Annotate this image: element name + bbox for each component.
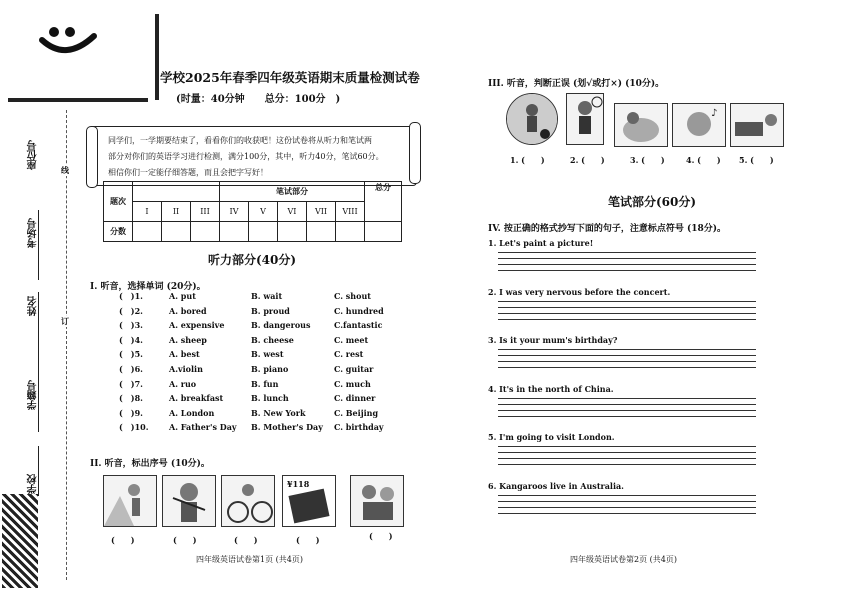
score-row-label: 分数 bbox=[104, 222, 133, 242]
q1-number[interactable]: ( )7. bbox=[119, 378, 143, 389]
name-label: 姓名 bbox=[28, 296, 39, 316]
intro-line-3: 相信你们一定能仔细答题，而且会把字写好！ bbox=[108, 168, 268, 177]
col-VIII: VIII bbox=[336, 202, 365, 222]
writing-line[interactable] bbox=[498, 404, 756, 405]
score-cell[interactable] bbox=[278, 222, 307, 242]
q1-option-b: B. lunch bbox=[251, 393, 289, 404]
q3-picture-2 bbox=[566, 93, 604, 145]
q3-picture-5 bbox=[730, 103, 784, 147]
writing-line[interactable] bbox=[498, 501, 756, 502]
q3-picture-3 bbox=[614, 103, 668, 147]
q3-answer-blank[interactable]: 4. ( ) bbox=[686, 155, 721, 165]
q1-option-b: B. dangerous bbox=[251, 320, 311, 331]
q1-option-a: A.violin bbox=[169, 364, 203, 374]
q1-number[interactable]: ( )10. bbox=[119, 422, 149, 433]
q2-answer-blank[interactable]: ( ) bbox=[369, 531, 393, 541]
writing-line[interactable] bbox=[498, 349, 756, 350]
q1-option-a: A. ruo bbox=[169, 378, 197, 389]
q3-answer-blank[interactable]: 5. ( ) bbox=[739, 155, 774, 165]
q1-title: I. 听音，选择单词 (20分)。 bbox=[90, 282, 206, 292]
q1-number[interactable]: ( )3. bbox=[119, 320, 143, 331]
written-heading: 笔试部分(60分) bbox=[608, 195, 697, 209]
q1-option-a: A. best bbox=[169, 349, 200, 360]
total-header: 总分 bbox=[365, 182, 402, 222]
q1-option-b: B. New York bbox=[251, 407, 306, 418]
q1-option-c: C. hundred bbox=[334, 305, 384, 316]
q1-option-a: A. London bbox=[169, 407, 215, 418]
student-id-label: 学籍号 bbox=[28, 380, 39, 410]
q4-sentence: 2. I was very nervous before the concert. bbox=[488, 286, 671, 297]
cut-line-mark: 线 bbox=[61, 165, 69, 175]
intro-line-1: 同学们，一学期要结束了，看看你们的收获吧！这份试卷将从听力和笔试两 bbox=[108, 136, 372, 145]
scroll-roll-right bbox=[409, 122, 421, 184]
q1-option-c: C. Beijing bbox=[334, 407, 379, 418]
q1-option-c: C.fantastic bbox=[334, 320, 383, 331]
page1-footer: 四年级英语试卷第1页 (共4页) bbox=[196, 555, 303, 564]
q4-title: IV. 按正确的格式抄写下面的句子，注意标点符号 (18分)。 bbox=[488, 224, 727, 234]
seal-line-mark: 订 bbox=[61, 316, 69, 326]
q2-answer-blank[interactable]: ( ) bbox=[234, 535, 258, 545]
q2-picture-2 bbox=[162, 475, 216, 527]
writing-line[interactable] bbox=[498, 446, 756, 447]
writing-line[interactable] bbox=[498, 319, 756, 320]
writing-line[interactable] bbox=[498, 513, 756, 514]
writing-line[interactable] bbox=[498, 355, 756, 356]
q1-number[interactable]: ( )2. bbox=[119, 305, 143, 316]
writing-line[interactable] bbox=[498, 307, 756, 308]
q2-picture-3 bbox=[221, 475, 275, 527]
q3-picture-1 bbox=[506, 93, 558, 145]
q3-answer-blank[interactable]: 1. ( ) bbox=[510, 155, 545, 165]
smiley-logo-icon bbox=[36, 22, 106, 64]
writing-line[interactable] bbox=[498, 270, 756, 271]
writing-line[interactable] bbox=[498, 264, 756, 265]
q4-sentence: 3. Is it your mum's birthday? bbox=[488, 335, 618, 345]
scroll-roll-left bbox=[86, 126, 98, 188]
col-IV: IV bbox=[220, 202, 249, 222]
q2-answer-blank[interactable]: ( ) bbox=[296, 535, 320, 545]
q1-option-a: A. bored bbox=[169, 305, 207, 316]
writing-line[interactable] bbox=[498, 361, 756, 362]
q1-number[interactable]: ( )1. bbox=[119, 291, 143, 301]
svg-text:♪: ♪ bbox=[711, 108, 718, 119]
writing-line[interactable] bbox=[498, 507, 756, 508]
writing-line[interactable] bbox=[498, 301, 756, 302]
q1-option-a: A. breakfast bbox=[169, 393, 224, 404]
q1-number[interactable]: ( )8. bbox=[119, 393, 143, 404]
q2-answer-blank[interactable]: ( ) bbox=[111, 535, 135, 545]
q4-sentence: 1. Let's paint a picture! bbox=[488, 238, 594, 248]
writing-line[interactable] bbox=[498, 416, 756, 417]
total-score-cell[interactable] bbox=[365, 222, 402, 242]
score-table bbox=[103, 181, 402, 242]
writing-line[interactable] bbox=[498, 458, 756, 459]
cut-line bbox=[66, 110, 67, 580]
exam-room-label: 考场号 bbox=[28, 218, 39, 248]
q1-option-b: B. Mother's Day bbox=[251, 422, 323, 433]
q1-option-a: A. sheep bbox=[169, 334, 207, 345]
time-score-info: (时量：40分钟 总分：100分 ) bbox=[176, 94, 341, 105]
q1-option-b: B. wait bbox=[251, 291, 283, 301]
col-I: I bbox=[133, 202, 162, 222]
col-V: V bbox=[249, 202, 278, 222]
q4-sentence: 4. It's in the north of China. bbox=[488, 383, 614, 394]
exam-title: 学校2025年春季四年级英语期末质量检测试卷 bbox=[160, 70, 420, 85]
q2-picture-1 bbox=[103, 475, 157, 527]
q1-number[interactable]: ( )9. bbox=[119, 407, 143, 418]
q3-answer-blank[interactable]: 2. ( ) bbox=[570, 155, 605, 165]
score-cell[interactable] bbox=[336, 222, 365, 242]
q4-sentence: 5. I'm going to visit London. bbox=[488, 432, 615, 442]
score-cell[interactable] bbox=[249, 222, 278, 242]
q1-option-c: C. birthday bbox=[334, 422, 384, 433]
writing-line[interactable] bbox=[498, 495, 756, 496]
q1-option-c: C. rest bbox=[334, 349, 364, 360]
listening-heading: 听力部分(40分) bbox=[208, 253, 297, 267]
writing-line[interactable] bbox=[498, 252, 756, 253]
q1-option-c: C. shout bbox=[334, 291, 371, 301]
q3-picture-4 bbox=[672, 103, 726, 147]
q2-picture-5 bbox=[350, 475, 404, 527]
binding-border-corner bbox=[155, 14, 159, 100]
q1-option-c: C. much bbox=[334, 378, 371, 389]
q1-option-b: B. fun bbox=[251, 378, 279, 389]
q1-number[interactable]: ( )4. bbox=[119, 334, 143, 345]
item-header: 题次 bbox=[104, 182, 133, 222]
writing-line[interactable] bbox=[498, 464, 756, 465]
q1-option-a: A. put bbox=[169, 291, 196, 301]
writing-line[interactable] bbox=[498, 410, 756, 411]
price-tag: ¥118 bbox=[287, 479, 310, 489]
writing-line[interactable] bbox=[498, 313, 756, 314]
seat-label: 座位号 bbox=[28, 140, 39, 170]
score-cell[interactable] bbox=[307, 222, 336, 242]
q1-option-a: A. Father's Day bbox=[169, 422, 237, 433]
writing-line[interactable] bbox=[498, 367, 756, 368]
q3-answer-blank[interactable]: 3. ( ) bbox=[630, 155, 665, 165]
q1-option-c: C. meet bbox=[334, 334, 369, 345]
q1-option-b: B. west bbox=[251, 349, 284, 360]
q2-title: II. 听音，标出序号 (10分)。 bbox=[90, 459, 210, 469]
q3-title: III. 听音，判断正误 (划√或打×) (10分)。 bbox=[488, 79, 665, 89]
score-cell[interactable] bbox=[220, 222, 249, 242]
q1-option-b: B. piano bbox=[251, 364, 289, 374]
col-II: II bbox=[162, 202, 191, 222]
q1-option-b: B. proud bbox=[251, 305, 290, 316]
col-VI: VI bbox=[278, 202, 307, 222]
school-label: 学校 bbox=[28, 474, 39, 494]
q2-picture-4 bbox=[282, 475, 336, 527]
score-cell[interactable] bbox=[191, 222, 220, 242]
writing-line[interactable] bbox=[498, 258, 756, 259]
q1-option-c: C. dinner bbox=[334, 393, 376, 404]
q1-option-b: B. cheese bbox=[251, 334, 294, 345]
score-cell[interactable] bbox=[133, 222, 162, 242]
written-part-header: 笔试部分 bbox=[220, 182, 365, 202]
page2-footer: 四年级英语试卷第2页 (共4页) bbox=[570, 555, 677, 564]
q1-option-c: C. guitar bbox=[334, 364, 374, 374]
binding-strip bbox=[0, 100, 60, 608]
col-VII: VII bbox=[307, 202, 336, 222]
score-cell[interactable] bbox=[162, 222, 191, 242]
writing-line[interactable] bbox=[498, 452, 756, 453]
q1-number[interactable]: ( )6. bbox=[119, 364, 143, 374]
intro-line-2: 部分对你们的英语学习进行检测，满分100分，其中，听力40分，笔试60分。 bbox=[108, 152, 384, 161]
writing-line[interactable] bbox=[498, 398, 756, 399]
q4-sentence: 6. Kangaroos live in Australia. bbox=[488, 480, 624, 491]
q1-number[interactable]: ( )5. bbox=[119, 349, 143, 360]
q2-answer-blank[interactable]: ( ) bbox=[173, 535, 197, 545]
q1-option-a: A. expensive bbox=[169, 320, 225, 331]
pattern-block bbox=[2, 494, 38, 588]
col-III: III bbox=[191, 202, 220, 222]
